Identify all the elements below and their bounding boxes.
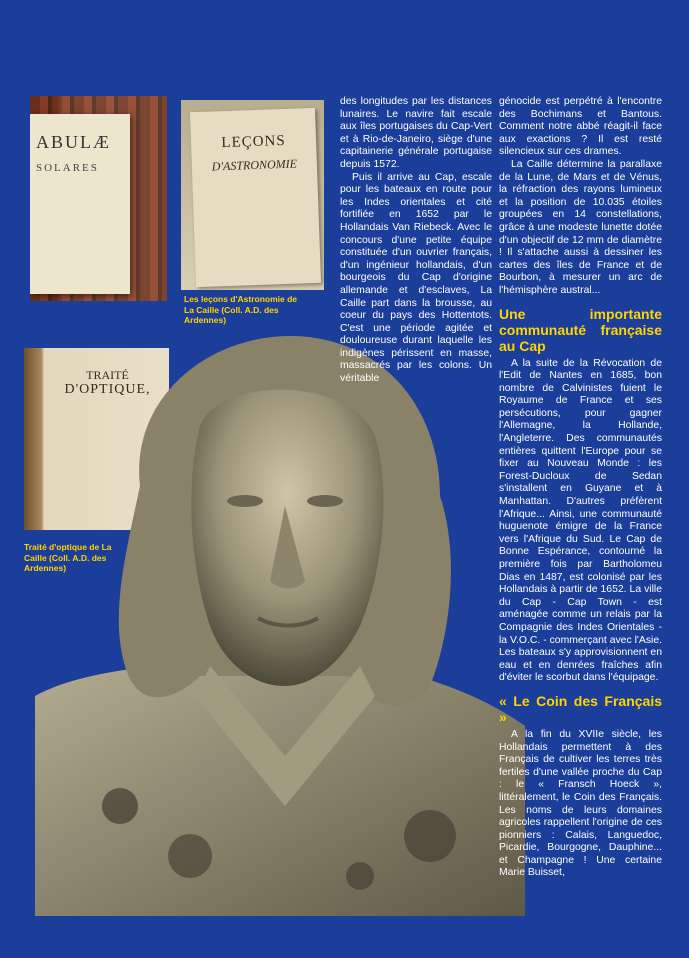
caption-traite: Traité d'optique de La Caille (Coll. A.D. des Ardennes): [24, 542, 112, 573]
book-tabulae: [30, 114, 130, 294]
book-subtitle-lecons: D'ASTRONOMIE: [211, 156, 298, 174]
col2-paragraph-3: A la suite de la Révocation de l'Edit de Nantes en 1685, bon nombre de Calvinistes fuient le Royaume de France et ses persécutions, pour gagner l'Allemagne, la Hollande, l'Angleterre. Des communautés entières quittent l'Europe pour se fixer au Nouveau Monde : les Forest-Ducloux de Sedan s'installent en Guyane et à Manhattan. D'autres préfèrent l'Afrique... Ainsi, une communauté huguenote émigre de la France vers l'Afrique du Sud. Le Cap de Bonne Espérance, contourné la première fois par Bartholomeu Dias en 1487, est colonisé par les Hollandais à partir de 1652. La ville du Cap - Cap Town - est aménagée comme un relais par la Compagnie des Indes Orientales - la V.O.C. - commerçant avec l'Asie. Les bateaux s'y approvisionnent en eau et en denrées fraîches afin d'éviter le scorbut dans l'équipage.: [499, 357, 662, 684]
book-title-tabulae: ABULÆ: [36, 132, 112, 152]
col2-paragraph-4: A la fin du XVIIe siècle, les Hollandais permettent à des Français de cultiver les terres très fertiles d'une vallée proche du Cap : le « Fransch Hoeck », littéralement, le Coin des Français. Les noms de leurs domaines agricoles rappellent l'origine de ces pionniers : Calais, Languedoc, Picardie, Bourgogne, Dauphine... et Champagne ! Une certaine Marie Buisset,: [499, 728, 662, 879]
caption-lecons: Les leçons d'Astronomie de La Caille (Coll. A.D. des Ardennes): [184, 294, 298, 325]
section-heading-communaute: Une importante communauté française au Cap: [499, 305, 662, 354]
section-heading-coin-des-francais: « Le Coin des Français »: [499, 692, 662, 725]
bust-photo: [30, 336, 525, 916]
col1-paragraph-1: des longitudes par les distances lunaires. Le navire fait escale aux îles portugaises du Cap-Vert et à Rio-de-Janeiro, siège d'une capitainerie générale portugaise depuis 1572.: [340, 96, 492, 170]
book-title-traite: TRAITÉ: [86, 368, 129, 382]
bust-eye-right: [307, 495, 343, 507]
photo-tabulae-solares: [30, 96, 167, 301]
photo-lecons-astronomie: [181, 100, 324, 290]
col2-paragraph-1: génocide est perpétré à l'encontre des Bochimans et Bantous. Comment notre abbé réagit-il face aux exactions ? Il est resté silencieux sur ces drames.: [499, 96, 662, 158]
book-subtitle-traite: D'OPTIQUE,: [64, 382, 151, 397]
book-lecons: [190, 108, 321, 287]
bust-eye-left: [227, 495, 263, 507]
text-column-2: [499, 96, 662, 880]
text-column-1: [340, 96, 492, 386]
col1-paragraph-2: Puis il arrive au Cap, escale pour les bateaux en route pour les Indes orientales et cité fortifiée en 1652 par le Hollandais Van Riebeck. Avec le concours d'une petite équipe constituée d'un ouvrier français, d'un ingénieur hollandais, d'un bourgeois du Cap d'origine allemande et d'esclaves, La Caille part dans la brousse, au coeur du pays des Hottentots. C'est une période agitée et douloureuse durant laquelle les indigènes périssent en masse, massacrés par les colons. Un véritable: [340, 171, 492, 385]
col2-paragraph-2: La Caille détermine la parallaxe de la Lune, de Mars et de Vénus, la réfraction des rayons lumineux et la position de 10.035 étoiles groupées en 14 constellations, grâce à une modeste lunette dotée d'un objectif de 12 mm de diamètre ! Il s'attache aussi à dessiner les cartes des îles de France et de Bourbon, à mesurer un arc de l'hémisphère austral...: [499, 158, 662, 296]
book-title-lecons: LEÇONS: [221, 132, 286, 152]
page-frame: [24, 96, 662, 916]
book-subtitle-tabulae: SOLARES: [36, 162, 99, 174]
